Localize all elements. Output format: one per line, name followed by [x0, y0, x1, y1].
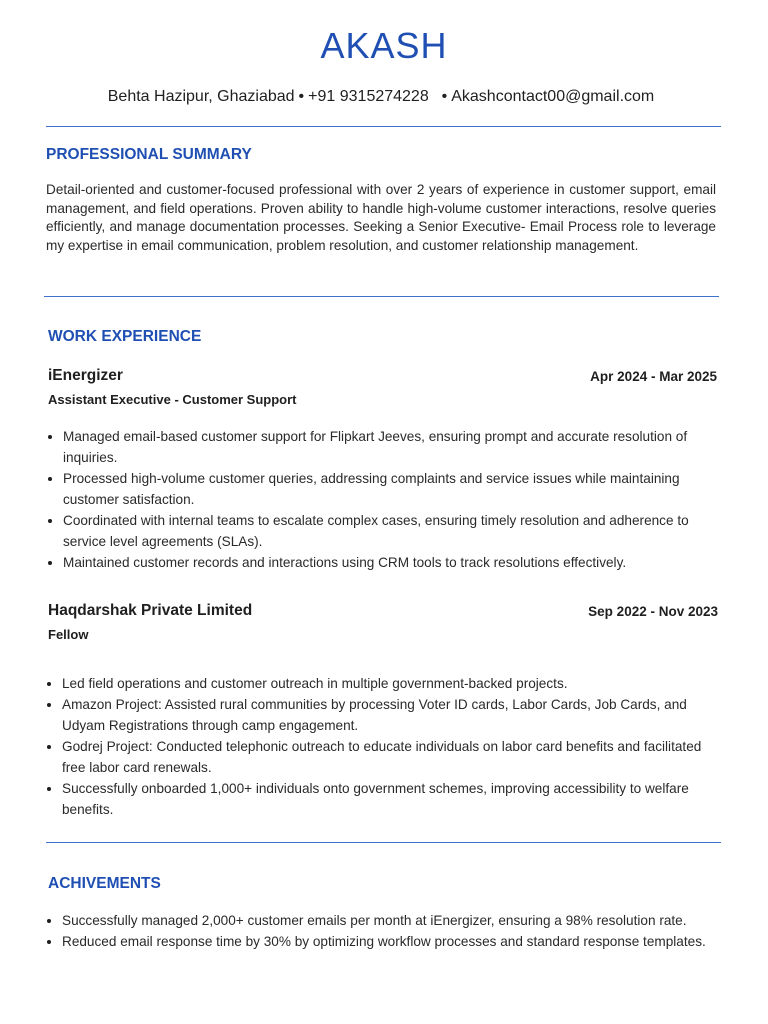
list-item: Successfully managed 2,000+ customer emails per month at iEnergizer, ensuring a 98% resolution rate.: [46, 910, 718, 931]
job-company: Haqdarshak Private Limited: [48, 602, 253, 619]
job-company: iEnergizer: [48, 367, 123, 384]
list-item: Led field operations and customer outreach in multiple government-backed projects.: [46, 673, 718, 694]
summary-heading: PROFESSIONAL SUMMARY: [46, 146, 252, 163]
separator: •: [298, 88, 305, 105]
contact-line: [0, 86, 762, 108]
job-role: Fellow: [48, 627, 89, 642]
separator: •: [441, 88, 448, 105]
divider: [46, 126, 721, 127]
list-item: Processed high-volume customer queries, addressing complaints and service issues while maintaining customer satisfaction.: [47, 468, 717, 510]
job-bullets: [46, 673, 718, 820]
job-bullets: [47, 426, 717, 573]
list-item: Amazon Project: Assisted rural communities by processing Voter ID cards, Labor Cards, Job Cards, and Udyam Registrations through camp engagement.: [46, 694, 718, 736]
email-text: Akashcontact00@gmail.com: [451, 88, 655, 105]
list-item: Managed email-based customer support for Flipkart Jeeves, ensuring prompt and accurate resolution of inquiries.: [47, 426, 717, 468]
divider: [44, 296, 719, 297]
summary-text: Detail-oriented and customer-focused professional with over 2 years of experience in customer support, email management, and field operations. Proven ability to handle high-volume customer interactions, resolve queries efficiently, and manage documentation processes. Seeking a Senior Executive- Email Process role to leverage my expertise in email communication, problem resolution, and customer relationship management.: [46, 182, 716, 253]
location-text: Behta Hazipur, Ghaziabad: [107, 88, 295, 105]
list-item: Godrej Project: Conducted telephonic outreach to educate individuals on labor card benefits and facilitated free labor card renewals.: [46, 736, 718, 778]
phone-text: +91 9315274228: [308, 88, 429, 105]
job-role: Assistant Executive - Customer Support: [48, 392, 297, 407]
list-item: Reduced email response time by 30% by optimizing workflow processes and standard response templates.: [46, 931, 718, 952]
list-item: Successfully onboarded 1,000+ individuals onto government schemes, improving accessibility to welfare benefits.: [46, 778, 718, 820]
list-item: Coordinated with internal teams to escalate complex cases, ensuring timely resolution and adherence to service level agreements (SLAs).: [47, 510, 717, 552]
list-item: Maintained customer records and interactions using CRM tools to track resolutions effectively.: [47, 552, 717, 573]
experience-heading: WORK EXPERIENCE: [48, 328, 202, 345]
achievement-bullets: [46, 910, 718, 952]
achievements-heading: ACHIVEMENTS: [48, 875, 161, 892]
job-dates: Sep 2022 - Nov 2023: [588, 604, 718, 619]
job-dates: Apr 2024 - Mar 2025: [590, 369, 717, 384]
divider: [46, 842, 721, 843]
candidate-name: AKASH: [320, 25, 448, 66]
